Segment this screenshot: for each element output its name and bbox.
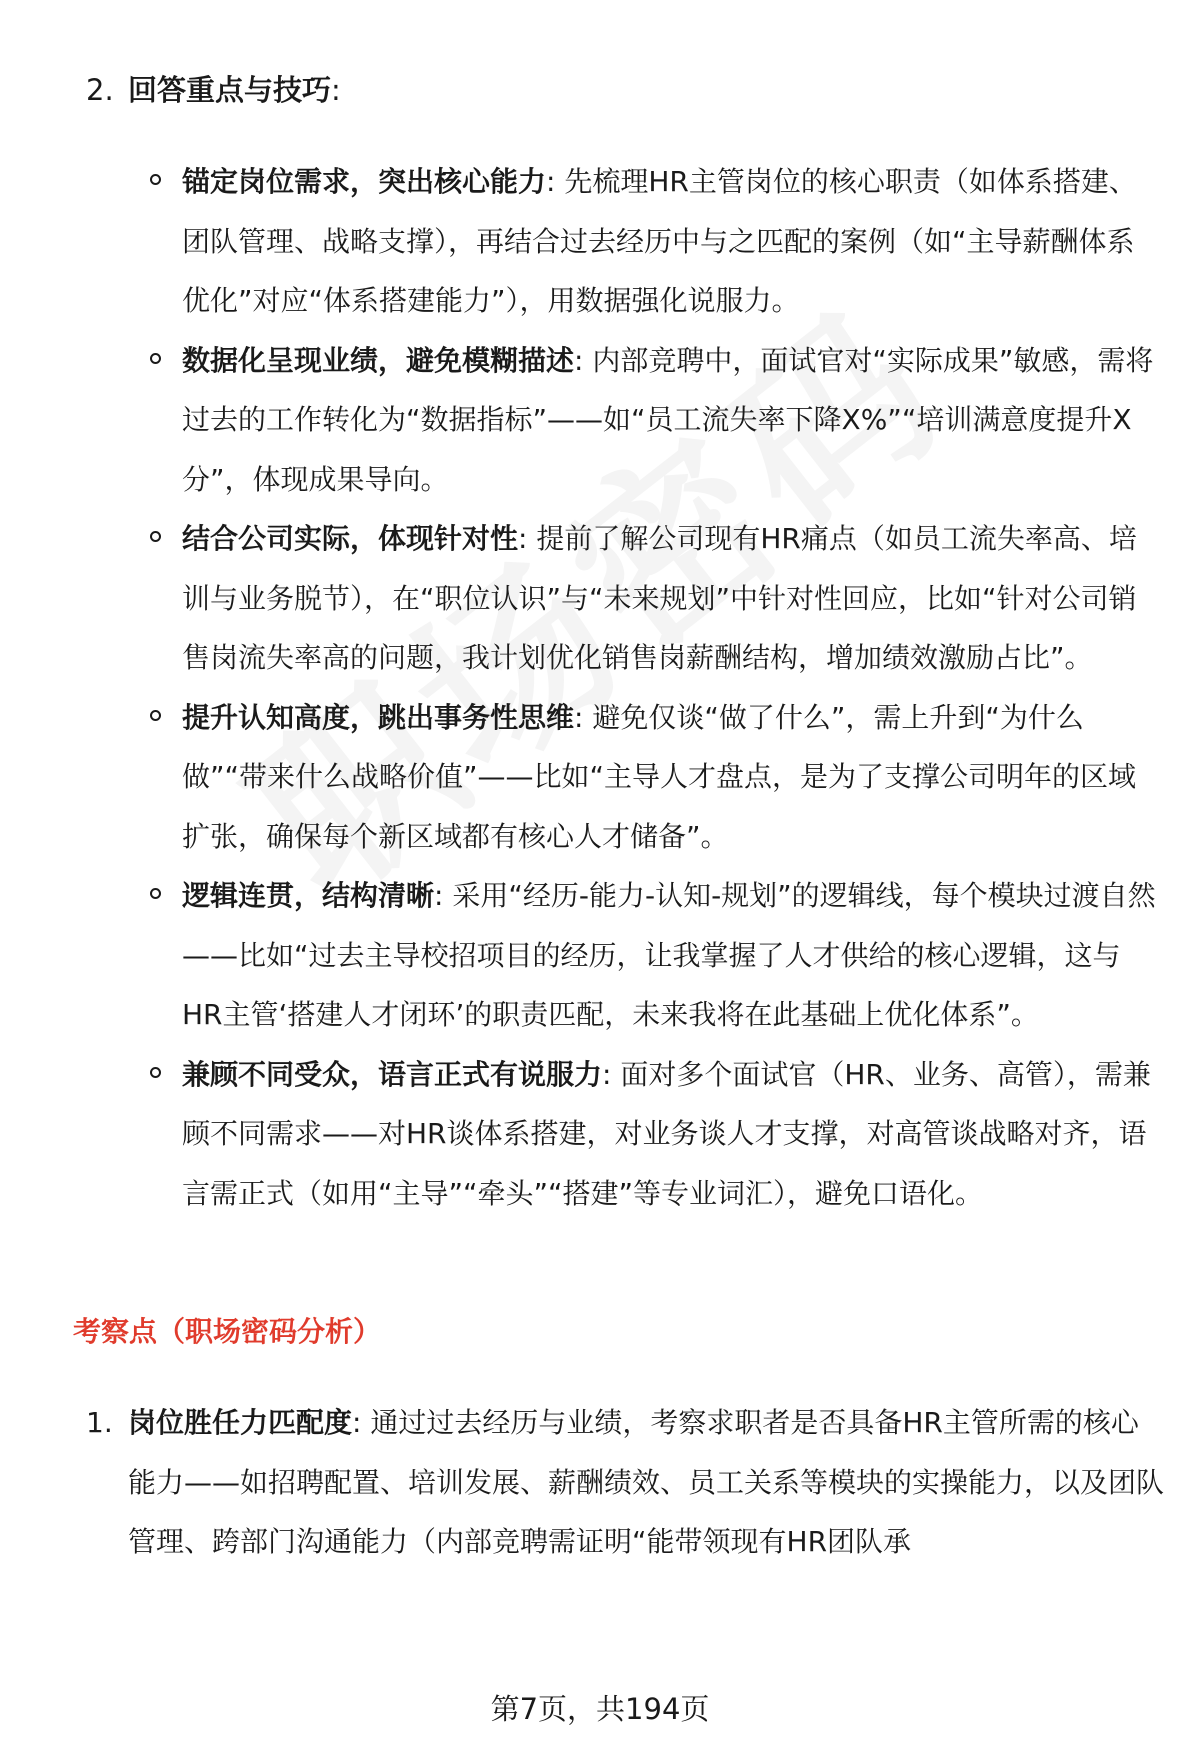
item-title: 兼顾不同受众，语言正式有说服力 [182,1057,603,1091]
section-title: 回答重点与技巧 [128,73,332,107]
list-item [150,152,1160,331]
list-item [150,331,1160,510]
item-text: : 内部竞聘中，面试官对“实际成果”敏感，需将过去的工作转化为“数据指标”——如“员工流失率下降X%”“培训满意度提升X分”，体现成果导向。 [182,343,1154,496]
item-text: : 通过过去经历与业绩，考察求职者是否具备HR主管所需的核心能力——如招聘配置、培训发展、薪酬绩效、员工关系等模块的实操能力，以及团队管理、跨部门沟通能力（内部竞聘需证明“能带领现有HR团队承 [128,1406,1165,1558]
list-item [150,688,1160,867]
list-item [150,509,1160,688]
item-title: 锚定岗位需求，突出核心能力 [182,165,547,198]
item-title: 岗位胜任力匹配度 [128,1406,353,1439]
hollow-bullet-icon [150,1067,161,1078]
item-text: : 提前了解公司现有HR痛点（如员工流失率高、培训与业务脱节），在“职位认识”与“未来规划”中针对性回应，比如“针对公司销售岗流失率高的问题，我计划优化销售岗薪酬结构，增加绩效激励占比”。 [182,522,1137,674]
hollow-bullet-icon [150,353,161,364]
page-footer: 第7页，共194页 [490,1692,710,1726]
section-colon: : [331,73,341,107]
exam-points-list [86,1393,1166,1572]
item-title: 数据化呈现业绩，避免模糊描述 [182,343,575,377]
item-text: : 面对多个面试官（HR、业务、高管），需兼顾不同需求——对HR谈体系搭建，对业务谈人才支撑，对高管谈战略对齐，语言需正式（如用“主导”“牵头”“搭建”等专业词汇），避免口语化。 [182,1057,1151,1210]
list-item [150,866,1160,1045]
item-text: : 先梳理HR主管岗位的核心职责（如体系搭建、团队管理、战略支撑），再结合过去经历中与之匹配的案例（如“主导薪酬体系优化”对应“体系搭建能力”），用数据强化说服力。 [182,165,1137,317]
item-title: 逻辑连贯，结构清晰 [182,879,435,912]
hollow-bullet-icon [150,888,161,899]
section-heading [86,70,341,110]
item-text: : 采用“经历-能力-认知-规划”的逻辑线，每个模块过渡自然——比如“过去主导校招项目的经历，让我掌握了人才供给的核心逻辑，这与HR主管‘搭建人才闭环’的职责匹配，未来我将在此基础上优化体系”。 [182,879,1156,1031]
hollow-bullet-icon [150,710,161,721]
hollow-bullet-icon [150,174,161,185]
item-title: 结合公司实际，体现针对性 [182,522,519,555]
list-item [86,1393,1166,1572]
item-title: 提升认知高度，跳出事务性思维 [182,700,575,734]
exam-points-heading: 考察点（职场密码分析） [73,1315,382,1348]
tips-list [150,152,1160,1223]
item-number: 1. [86,1406,113,1439]
item-text: : 避免仅谈“做了什么”，需上升到“为什么做”“带来什么战略价值”——比如“主导人才盘点，是为了支撑公司明年的区域扩张，确保每个新区域都有核心人才储备”。 [182,700,1137,853]
hollow-bullet-icon [150,531,161,542]
list-item [150,1045,1160,1224]
section-number: 2. [86,73,114,107]
